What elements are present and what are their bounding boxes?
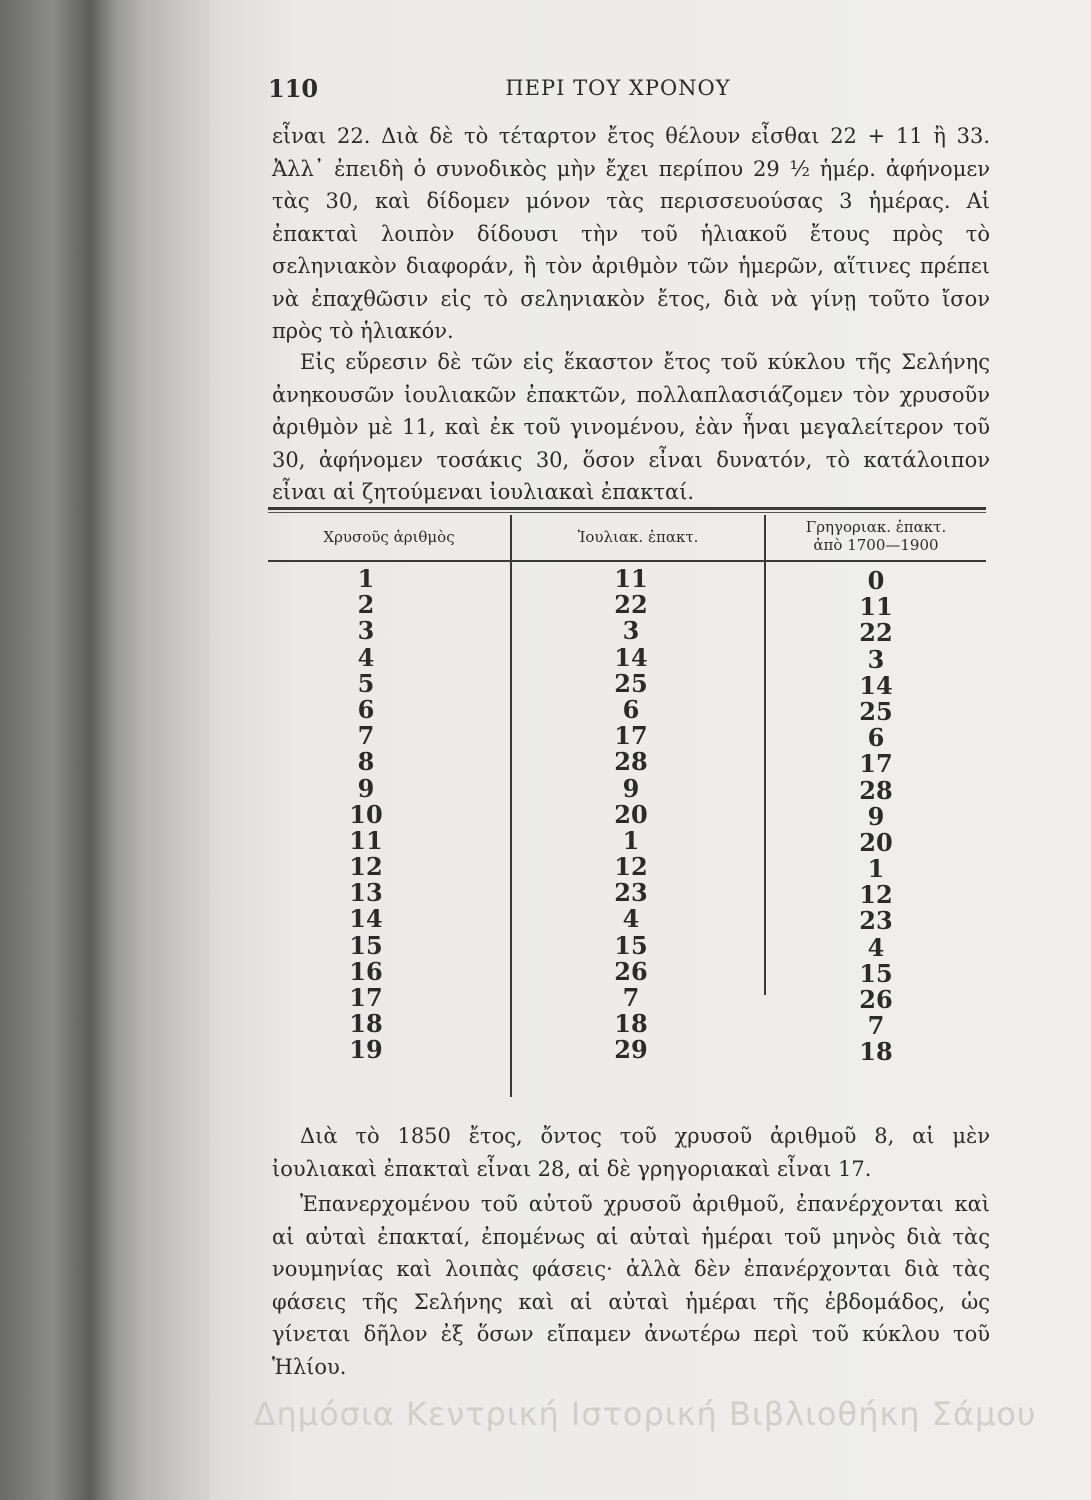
julian-epact-cell: 23 [614,878,648,908]
page-header [268,74,968,108]
golden-number-cell: 15 [349,930,383,960]
julian-epact-cell: 11 [614,564,648,593]
golden-number-cell: 6 [357,694,375,724]
gregorian-epact-cell: 1 [867,854,885,884]
golden-number-cell: 16 [349,956,383,986]
column-header-golden-number: Χρυσοῦς ἀριθμὸς [323,528,455,546]
julian-epact-column [595,566,667,1064]
golden-number-cell: 5 [357,668,375,698]
julian-epact-cell: 14 [614,642,648,672]
golden-number-cell: 3 [357,616,375,646]
gregorian-epact-cell: 12 [859,880,893,910]
gregorian-epact-cell: 20 [859,827,893,857]
column-header-julian-epacts: Ἰουλιακ. ἐπακτ. [577,528,699,546]
julian-epact-cell: 25 [614,668,648,698]
page-number: 110 [268,74,319,103]
gregorian-epact-cell: 15 [859,958,893,988]
julian-epact-cell: 26 [614,956,648,986]
gregorian-epact-column [840,568,912,1066]
gregorian-epact-cell: 4 [867,932,885,962]
julian-epact-cell: 12 [614,852,648,882]
table-header-rule [268,560,986,562]
paragraph-epacts-method: Εἰς εὕρεσιν δὲ τῶν εἰς ἕκαστον ἔτος τοῦ κύκλου τῆς Σελήνης ἀνηκουσῶν ἰουλιακῶν ἐπακτῶν, πολλαπλασιάζομεν τὸν χρυσοῦν ἀριθμὸν μὲ 11, καὶ ἐκ τοῦ γινομένου, ἐὰν ἦναι μεγαλείτερον τοῦ 30, ἀφήνομεν τοσάκις 30, ὅσον εἶναι δυνατόν, τὸ κατάλοιπον εἶναι αἱ ζητούμεναι ἰουλιακαὶ ἐπακταί. [272,350,990,504]
golden-number-cell: 7 [357,721,375,751]
gregorian-epact-cell: 18 [859,1037,893,1067]
gregorian-epact-cell: 26 [859,985,893,1014]
golden-number-cell: 18 [349,1009,383,1039]
library-watermark: Δημόσια Κεντρική Ιστορική Βιβλιοθήκη Σάμου [253,1395,1037,1433]
golden-number-column [330,566,402,1064]
gregorian-epact-cell: 11 [859,592,893,622]
julian-epact-cell: 15 [614,930,648,960]
column-header-gregorian-epacts [766,518,986,554]
gregorian-epact-cell: 7 [867,1011,885,1041]
golden-number-cell: 2 [357,590,375,620]
julian-epact-cell: 29 [614,1035,648,1065]
paragraph-recurrence: Ἐπανερχομένου τοῦ αὐτοῦ χρυσοῦ ἀριθμοῦ, ἐπανέρχονται καὶ αἱ αὐταὶ ἐπακταί, ἐπομένως αἱ αὐταὶ ἡμέραι τοῦ μηνὸς διὰ τὰς νουμηνίας καὶ λοιπὰς φάσεις· ἀλλὰ δὲν ἐπανέρχονται διὰ τὰς φάσεις τῆς Σελήνης καὶ αἱ αὐταὶ ἡμέραι τῆς ἑβδομάδος, ὡς γίνεται δῆλον ἐξ ὅσων εἴπαμεν ἀνωτέρω περὶ τοῦ κύκλου τοῦ Ἡλίου. [272,1192,990,1379]
golden-number-cell: 12 [349,852,383,882]
golden-number-cell: 19 [349,1035,383,1065]
gregorian-epact-cell: 3 [867,644,885,674]
julian-epact-cell: 6 [622,694,640,724]
gregorian-header-range: ἀπὸ 1700—1900 [813,536,939,554]
gregorian-epact-cell: 6 [867,723,885,753]
gregorian-epact-cell: 17 [859,749,893,779]
table-top-rule-thin [268,512,986,513]
gregorian-epact-cell: 25 [859,696,893,726]
julian-epact-cell: 7 [622,983,640,1012]
golden-number-cell: 1 [357,564,375,593]
julian-epact-cell: 20 [614,799,648,829]
gregorian-epact-cell: 14 [859,670,893,700]
golden-number-cell: 9 [357,773,375,803]
table-column-divider [764,515,766,995]
julian-epact-cell: 9 [622,773,640,803]
julian-epact-cell: 22 [614,590,648,620]
table-column-divider [510,515,512,1097]
golden-number-cell: 14 [349,904,383,934]
gregorian-epact-cell: 9 [867,801,885,831]
julian-epact-cell: 28 [614,747,648,777]
golden-number-cell: 13 [349,878,383,908]
paragraph-example-1850: Διὰ τὸ 1850 ἔτος, ὄντος τοῦ χρυσοῦ ἀριθμοῦ 8, αἱ μὲν ἰουλιακαὶ ἐπακταὶ εἶναι 28, αἱ δὲ γρηγοριακαὶ εἶναι 17. [272,1124,990,1181]
book-spine [0,0,150,1500]
julian-epact-cell: 1 [622,825,640,855]
julian-epact-cell: 18 [614,1009,648,1039]
table-top-rule [268,507,986,510]
running-title: ΠΕΡΙ ΤΟΥ ΧΡΟΝΟΥ [505,76,731,100]
julian-epact-cell: 3 [622,616,640,646]
julian-epact-cell: 17 [614,721,648,751]
paragraph-epacts-intro: εἶναι 22. Διὰ δὲ τὸ τέταρτον ἔτος θέλουν εἶσθαι 22 + 11 ἢ 33. Ἀλλ᾽ ἐπειδὴ ὁ συνοδικὸς μὴν ἔχει περίπου 29 ½ ἡμέρ. ἀφήνομεν τὰς 30, καὶ δίδομεν μόνον τὰς περισσευούσας 3 ἡμέρας. Αἱ ἐπακταὶ λοιπὸν δίδουσι τὴν τοῦ ἡλιακοῦ ἔτους πρὸς τὸ σεληνιακὸν διαφοράν, ἢ τὸν ἀριθμὸν τῶν ἡμερῶν, αἵτινες πρέπει νὰ ἐπαχθῶσιν εἰς τὸ σεληνιακὸν ἔτος, διὰ νὰ γίνῃ τοῦτο ἴσον πρὸς τὸ ἡλιακόν. [272,124,990,343]
gregorian-epact-cell: 23 [859,906,893,936]
gregorian-epact-cell: 28 [859,775,893,805]
gregorian-epact-cell: 0 [867,566,885,595]
golden-number-cell: 11 [349,825,383,855]
golden-number-cell: 10 [349,799,383,829]
golden-number-cell: 8 [357,747,375,777]
julian-epact-cell: 4 [622,904,640,934]
golden-number-cell: 17 [349,983,383,1012]
gregorian-epact-cell: 22 [859,618,893,648]
gregorian-header-line: Γρηγοριακ. ἐπακτ. [805,518,947,536]
golden-number-cell: 4 [357,642,375,672]
